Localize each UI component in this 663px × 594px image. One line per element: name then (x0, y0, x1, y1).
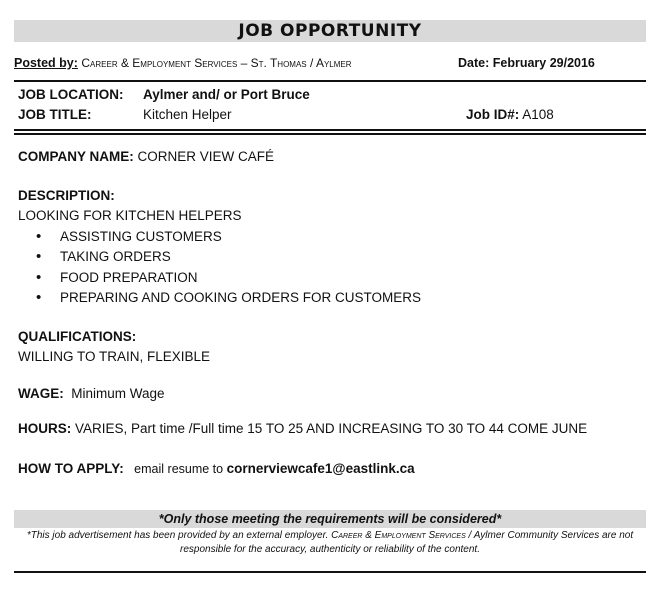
page-title: JOB OPPORTUNITY (14, 20, 646, 42)
job-title-value: Kitchen Helper (143, 107, 232, 122)
job-location-value: Aylmer and/ or Port Bruce (143, 87, 310, 102)
list-item: • FOOD PREPARATION (56, 268, 646, 289)
wage-section (18, 384, 646, 405)
disclaimer-part2: / Aylmer Community Services are not responsible for the accuracy, authenticity or reliability of the content. (180, 530, 634, 555)
job-id-label: Job ID#: (466, 107, 520, 122)
job-posting (14, 20, 646, 555)
divider-bottom (14, 571, 646, 573)
duties-list (18, 227, 646, 309)
description-section (18, 186, 646, 309)
posted-date: Date: February 29/2016 (458, 56, 595, 70)
hours-label: HOURS: (18, 421, 72, 436)
apply-text: email resume to (123, 461, 227, 476)
qualifications-label: QUALIFICATIONS: (18, 328, 137, 344)
job-location-label: JOB LOCATION: (18, 87, 124, 102)
job-id (466, 105, 554, 125)
description-label: DESCRIPTION: (18, 187, 115, 203)
wage-label: WAGE: (18, 385, 64, 401)
wage-value: Minimum Wage (63, 385, 165, 401)
posted-by-org: Career & Employment Services – St. Thomas / Aylmer (81, 56, 352, 70)
apply-label: HOW TO APPLY: (18, 460, 124, 476)
list-item: • ASSISTING CUSTOMERS (56, 227, 646, 248)
job-title-row (14, 105, 646, 125)
divider-mid (14, 129, 646, 131)
job-location-row (14, 85, 646, 105)
company-value: CORNER VIEW CAFÉ (133, 149, 275, 164)
posted-row (14, 56, 646, 80)
company-section (18, 147, 646, 168)
qualifications-section (18, 327, 646, 368)
posted-by-label: Posted by: (14, 56, 78, 70)
description-intro: LOOKING FOR KITCHEN HELPERS (18, 208, 242, 223)
disclaimer-part1: *This job advertisement has been provided by an external employer. (26, 530, 332, 541)
qualifications-value: WILLING TO TRAIN, FLEXIBLE (18, 349, 211, 364)
job-title-label: JOB TITLE: (18, 107, 92, 122)
posting-body (14, 147, 646, 479)
company-label: COMPANY NAME: (18, 149, 134, 164)
list-item: • PREPARING AND COOKING ORDERS FOR CUSTOMERS (56, 288, 646, 309)
apply-section (18, 459, 646, 480)
hours-value: VARIES, Part time /Full time 15 TO 25 AND INCREASING TO 30 TO 44 COME JUNE (71, 421, 588, 436)
list-item: • TAKING ORDERS (56, 247, 646, 268)
divider-mid-double (14, 133, 646, 135)
hours-section (18, 419, 646, 440)
apply-email-link[interactable]: cornerviewcafe1@eastlink.ca (226, 460, 415, 476)
notice-bar: *Only those meeting the requirements will be considered* (14, 510, 646, 528)
job-info-block (14, 82, 646, 129)
disclaimer-org: Career & Employment Services (331, 530, 466, 541)
job-id-value: A108 (519, 107, 554, 122)
disclaimer (14, 529, 646, 557)
